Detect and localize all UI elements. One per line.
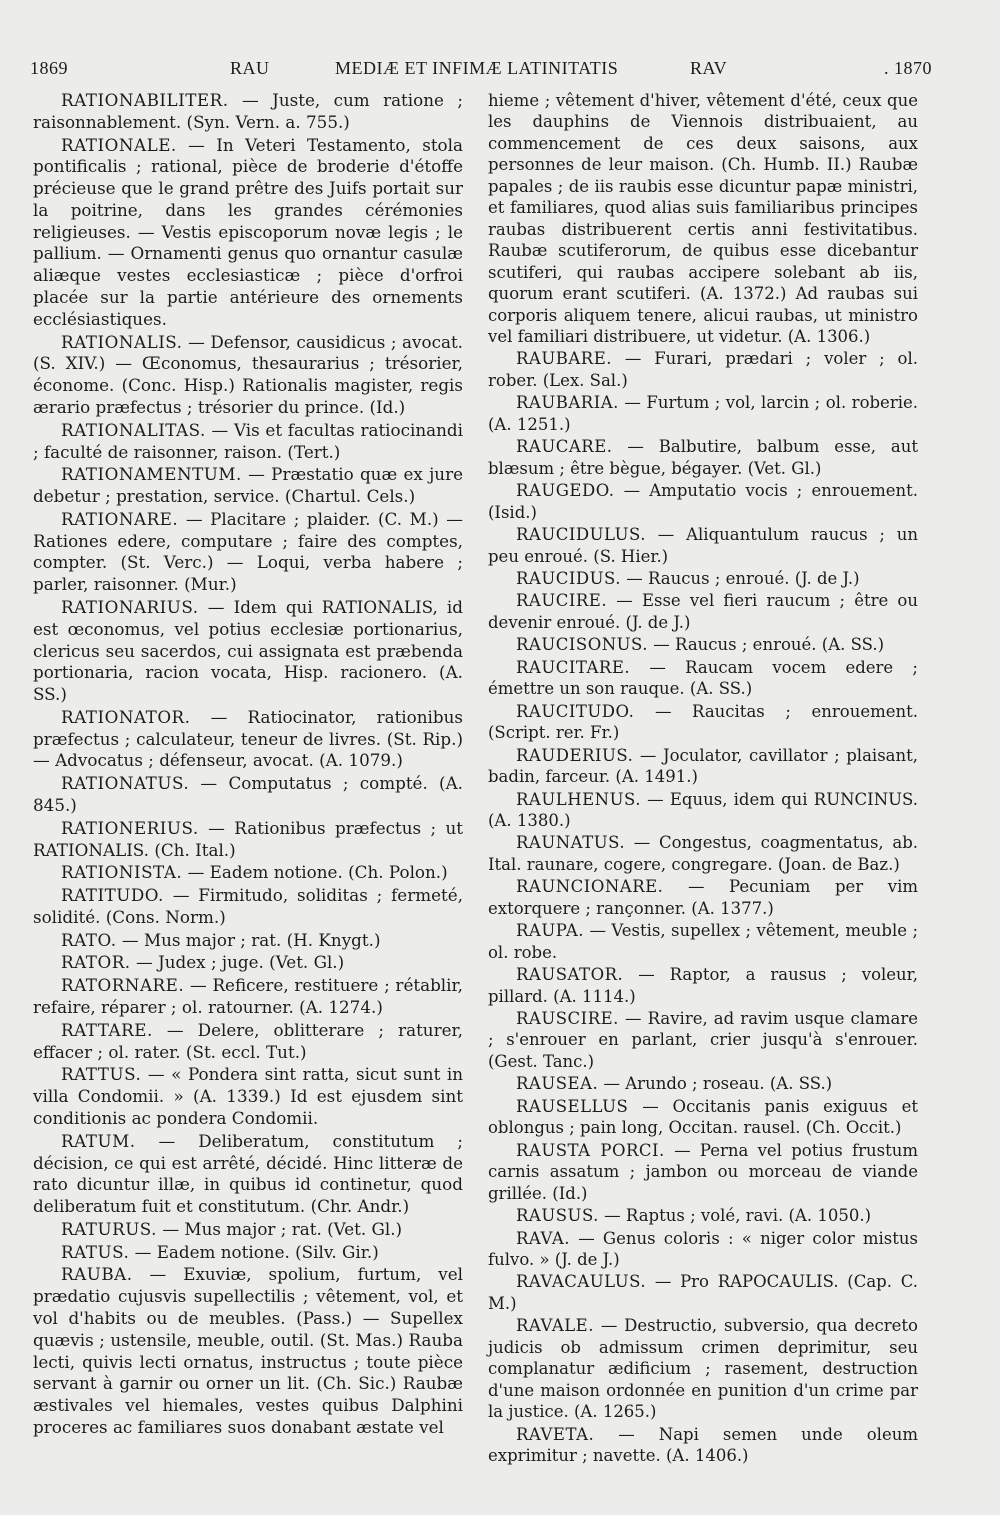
left-catchword: RAU	[230, 58, 270, 78]
entry-headword: RAUCIDULUS.	[516, 525, 646, 545]
entry-definition: — Raucus ; enroué. (A. SS.)	[653, 635, 885, 655]
entry-definition: — Furari, prædari ; voler ; ol. rober. (Lex. Sal.)	[488, 349, 918, 390]
entry-headword: RAUSTA PORCI.	[516, 1140, 665, 1160]
dictionary-entry	[33, 597, 463, 706]
entry-definition: — Firmitudo, soliditas ; fermeté, solidité. (Cons. Norm.)	[33, 885, 463, 927]
dictionary-entry	[33, 952, 463, 974]
running-title: MEDIÆ ET INFIMÆ LATINITATIS	[335, 58, 619, 78]
entry-headword: RATIONISTA.	[61, 862, 183, 883]
entry-headword: RAUSCIRE.	[516, 1009, 619, 1029]
entry-headword: RATIONALITAS.	[61, 419, 206, 440]
entry-headword: RAUSEA.	[516, 1074, 599, 1094]
entry-definition: — Pro RAPOCAULIS. (Cap. C. M.)	[488, 1272, 918, 1313]
entry-headword: RAUNATUS.	[516, 833, 626, 853]
entry-headword: RAUCITUDO.	[516, 701, 635, 721]
entry-headword: RATITUDO.	[61, 885, 164, 906]
dictionary-entry	[488, 392, 918, 435]
dictionary-entry	[488, 590, 918, 633]
dictionary-entry	[33, 464, 463, 508]
dictionary-entry	[488, 701, 918, 744]
dictionary-entry	[33, 818, 463, 862]
dictionary-entry	[33, 90, 463, 134]
dictionary-entry	[488, 1096, 918, 1139]
entry-definition: — Idem qui RATIONALIS, id est œconomus, vel potius ecclesiæ portionarius, clericus seu sacerdos, cui assignata est præbenda portionaria, racion vocata, Hisp. racionero. (A. SS.)	[33, 596, 463, 705]
entry-headword: RATIONATOR.	[61, 706, 191, 727]
entry-headword: RAUCITARE.	[516, 657, 631, 677]
right-column	[488, 90, 918, 1468]
entry-headword: RAUSATOR.	[516, 965, 624, 985]
entry-definition: — Furtum ; vol, larcin ; ol. roberie. (A. 1251.)	[488, 393, 918, 434]
entry-headword: RAVETA.	[516, 1424, 595, 1444]
entry-headword: RAULHENUS.	[516, 789, 641, 809]
dictionary-entry	[488, 876, 918, 919]
entry-headword: RATUS.	[61, 1241, 130, 1262]
dictionary-entry	[488, 745, 918, 788]
entry-headword: RAUBARIA.	[516, 393, 619, 413]
entry-headword: RATIONABILITER.	[61, 90, 229, 110]
dictionary-entry	[488, 1271, 918, 1314]
dictionary-entry	[33, 975, 463, 1019]
entry-headword: RATOR.	[61, 952, 131, 973]
dictionary-entry	[488, 1315, 918, 1422]
left-page-number: 1869	[30, 58, 68, 78]
left-column	[33, 90, 463, 1440]
entry-definition: — Balbutire, balbum esse, aut blæsum ; être bègue, bégayer. (Vet. Gl.)	[488, 437, 918, 478]
entry-definition: — Aliquantulum raucus ; un peu enroué. (S. Hier.)	[488, 525, 918, 566]
dictionary-entry	[488, 480, 918, 523]
entry-definition: — Mus major ; rat. (Vet. Gl.)	[162, 1218, 403, 1239]
dictionary-entry	[488, 1228, 918, 1271]
entry-headword: RATUM.	[61, 1130, 136, 1151]
entry-headword: RAUNCIONARE.	[516, 877, 664, 897]
entry-headword: RATIONARE.	[61, 508, 179, 529]
entry-definition: — Exuviæ, spolium, furtum, vel prædatio cujusvis supellectilis ; vêtement, vol, et vol d'habits ou de meubles. (Pass.) — Supellex quævis ; ustensile, meuble, outil. (St. Mas.) Rauba lecti, quivis lecti ornatus, instructus ; toute pièce servant à garnir ou orner un lit. (Ch. Sic.) Raubæ æstivales vel hiemales, vestes quibus Dalphini proceres ac familiares suos donabant æstate vel	[33, 1264, 463, 1437]
entry-definition: — Pecuniam per vim extorquere ; rançonner. (A. 1377.)	[488, 877, 918, 918]
entry-definition: — Perna vel potius frustum carnis assatum ; jambon ou morceau de viande grillée. (Id.)	[488, 1140, 918, 1203]
entry-definition: — Esse vel fieri raucum ; être ou devenir enroué. (J. de J.)	[488, 591, 918, 632]
entry-headword: RATIONERIUS.	[61, 817, 199, 838]
entry-headword: RATTARE.	[61, 1019, 153, 1040]
entry-headword: RAUBARE.	[516, 349, 612, 369]
entry-definition: — Destructio, subversio, qua decreto judicis ob admissum crimen deprimitur, seu complanatur ædificium ; rasement, destruction d'une maison ordonnée en punition d'un crime par la justice. (A. 1265.)	[488, 1316, 918, 1422]
entry-headword: RAVALE.	[516, 1316, 594, 1336]
right-page-number: . 1870	[884, 58, 932, 78]
entry-headword: RATTUS.	[61, 1064, 142, 1085]
dictionary-entry	[488, 920, 918, 963]
entry-definition: — Mus major ; rat. (H. Knygt.)	[121, 929, 381, 950]
dictionary-entry	[488, 1140, 918, 1204]
dictionary-entry	[33, 332, 463, 419]
dictionary-entry	[33, 885, 463, 929]
entry-definition: — Deliberatum, constitutum ; décision, ce qui est arrêté, décidé. Hinc litteræ de rato dicuntur illæ, in quibus id continetur, quod deliberatum fuit et constitutum. (Chr. Andr.)	[33, 1130, 464, 1217]
dictionary-entry	[488, 1424, 918, 1467]
dictionary-entry	[488, 657, 918, 700]
entry-definition: — Ravire, ad ravim usque clamare ; s'enrouer en parlant, crier jusqu'à s'enrouer. (Gest. Tanc.)	[488, 1009, 918, 1071]
entry-headword: RAUCARE.	[516, 437, 613, 457]
dictionary-entry	[488, 348, 918, 391]
entry-headword: RATURUS.	[61, 1218, 158, 1239]
dictionary-entry	[33, 1242, 463, 1264]
dictionary-entry	[33, 930, 463, 952]
dictionary-entry	[33, 509, 463, 596]
dictionary-entry	[488, 1205, 918, 1226]
entry-definition: — Genus coloris : « niger color mistus fulvo. » (J. de J.)	[488, 1228, 919, 1270]
entry-definition: — Arundo ; roseau. (A. SS.)	[603, 1074, 833, 1094]
entry-definition: — Raucus ; enroué. (J. de J.)	[626, 568, 860, 588]
entry-definition: — Computatus ; compté. (A. 845.)	[33, 773, 464, 815]
dictionary-entry	[488, 436, 918, 479]
right-catchword: RAV	[690, 58, 728, 78]
dictionary-entry	[33, 773, 463, 817]
dictionary-entry	[488, 1073, 918, 1094]
dictionary-entry	[488, 832, 918, 875]
entry-headword: RATIONATUS.	[61, 773, 190, 794]
entry-definition: — Joculator, cavillator ; plaisant, badin, farceur. (A. 1491.)	[488, 745, 919, 787]
entry-headword: RATIONALIS.	[61, 331, 183, 352]
dictionary-entry	[33, 1064, 463, 1129]
entry-definition: — Raucitas ; enrouement. (Script. rer. Fr.)	[488, 701, 918, 743]
entry-definition: — « Pondera sint ratta, sicut sunt in villa Condomii. » (A. 1339.) Id est ejusdem sint conditionis ac pondera Condomii.	[33, 1064, 464, 1128]
entry-headword: RAUCIRE.	[516, 591, 608, 611]
entry-definition: — Occitanis panis exiguus et oblongus ; pain long, Occitan. rausel. (Ch. Occit.)	[488, 1096, 919, 1138]
entry-definition: — Præstatio quæ ex jure debetur ; prestation, service. (Chartul. Cels.)	[33, 464, 463, 507]
entry-definition: — Eadem notione. (Silv. Gir.)	[134, 1241, 379, 1262]
entry-definition: hieme ; vêtement d'hiver, vêtement d'été, ceux que les dauphins de Viennois distribuaient, au commencement de ces deux saisons, aux personnes de leur maison. (Ch. Humb. II.) Raubæ papales ; de iis raubis esse dicuntur papæ ministri, et familiares, quod alias suis familiaribus principes raubas distribuerent certis anni festivitatibus. Raubæ scutiferorum, de quibus esse dicebantur scutiferi, qui raubas accipere solebant ab iis, quorum erant scutiferi. (A. 1372.) Ad raubas sui corporis aliquem tenere, alicui raubas, ut ministro vel familiari distribuere, ut videtur. (A. 1306.)	[488, 91, 918, 346]
dictionary-entry	[33, 1131, 463, 1218]
entry-headword: RATIONARIUS.	[61, 596, 199, 617]
dictionary-entry	[488, 568, 918, 589]
entry-headword: RAVACAULUS.	[516, 1272, 647, 1292]
dictionary-entry	[488, 789, 918, 832]
entry-headword: RAUGEDO.	[516, 481, 615, 501]
entry-definition: — Delere, oblitterare ; raturer, effacer ; ol. rater. (St. eccl. Tut.)	[33, 1019, 463, 1062]
entry-headword: RAUCIDUS.	[516, 568, 621, 588]
entry-definition: — Rationibus præfectus ; ut RATIONALIS. (Ch. Ital.)	[33, 817, 463, 860]
entry-definition: — Equus, idem qui RUNCINUS. (A. 1380.)	[488, 789, 919, 830]
entry-headword: RATIONAMENTUM.	[61, 464, 242, 485]
entry-definition: — Raptus ; volé, ravi. (A. 1050.)	[604, 1206, 872, 1226]
entry-headword: RAUCISONUS.	[516, 635, 649, 655]
entry-definition: — Eadem notione. (Ch. Polon.)	[187, 862, 448, 883]
entry-definition: — Raptor, a rausus ; voleur, pillard. (A. 1114.)	[488, 965, 918, 1006]
dictionary-entry	[33, 1264, 463, 1438]
entry-definition: — Congestus, coagmentatus, ab. Ital. raunare, cogere, congregare. (Joan. de Baz.)	[488, 833, 918, 874]
dictionary-entry	[33, 862, 463, 884]
entry-definition: — Defensor, causidicus ; avocat. (S. XIV.) — Œconomus, thesaurarius ; trésorier, économe. (Conc. Hisp.) Rationalis magister, regis ærario præfectus ; trésorier du prince. (Id.)	[33, 331, 464, 417]
entry-definition: — Raucam vocem edere ; émettre un son rauque. (A. SS.)	[488, 657, 918, 699]
dictionary-entry	[33, 1219, 463, 1241]
entry-definition: — In Veteri Testamento, stola pontificalis ; rational, pièce de broderie d'étoffe précieuse que le grand prêtre des Juifs portait sur la poitrine, dans les grandes cérémonies religieuses. — Vestis episcoporum novæ legis ; le pallium. — Ornamenti genus quo ornantur casulæ aliæque vestes ecclesiasticæ ; pièce d'orfroi placée sur la partie antérieure des ornements ecclésiastiques.	[33, 134, 463, 329]
entry-definition: — Vis et facultas ratiocinandi ; faculté de raisonner, raison. (Tert.)	[33, 419, 463, 462]
entry-headword: RATO.	[61, 929, 117, 950]
dictionary-entry	[33, 420, 463, 464]
dictionary-entry	[33, 135, 463, 331]
entry-headword: RAUBA.	[61, 1264, 133, 1285]
entry-definition: — Juste, cum ratione ; raisonnablement. (Syn. Vern. a. 755.)	[33, 90, 463, 132]
dictionary-entry	[488, 90, 918, 347]
entry-headword: RATIONALE.	[61, 134, 177, 155]
entry-headword: RAUPA.	[516, 921, 584, 941]
dictionary-entry	[488, 524, 918, 567]
dictionary-entry	[488, 1008, 918, 1072]
entry-headword: RAVA.	[516, 1228, 570, 1248]
entry-definition: — Placitare ; plaider. (C. M.) — Rationes edere, computare ; faire des comptes, compter. (St. Verc.) — Loqui, verba habere ; parler, raisonner. (Mur.)	[33, 508, 464, 595]
entry-headword: RAUSUS.	[516, 1206, 599, 1226]
entry-definition: — Reficere, restituere ; rétablir, refaire, réparer ; ol. ratourner. (A. 1274.)	[33, 975, 463, 1018]
dictionary-entry	[488, 634, 918, 655]
entry-definition: — Napi semen unde oleum exprimitur ; navette. (A. 1406.)	[488, 1424, 918, 1466]
entry-definition: — Vestis, supellex ; vêtement, meuble ; ol. robe.	[488, 921, 918, 962]
entry-headword: RAUSELLUS	[516, 1096, 629, 1116]
entry-definition: — Judex ; juge. (Vet. Gl.)	[135, 952, 345, 973]
running-header	[30, 58, 932, 88]
entry-definition: — Ratiocinator, rationibus præfectus ; calculateur, teneur de livres. (St. Rip.) — Advocatus ; défenseur, avocat. (A. 1079.)	[33, 706, 463, 771]
dictionary-entry	[33, 1020, 463, 1064]
entry-headword: RAUDERIUS.	[516, 745, 634, 765]
entry-definition: — Amputatio vocis ; enrouement. (Isid.)	[488, 481, 918, 522]
entry-headword: RATORNARE.	[61, 975, 185, 996]
dictionary-entry	[33, 707, 463, 772]
dictionary-entry	[488, 964, 918, 1007]
